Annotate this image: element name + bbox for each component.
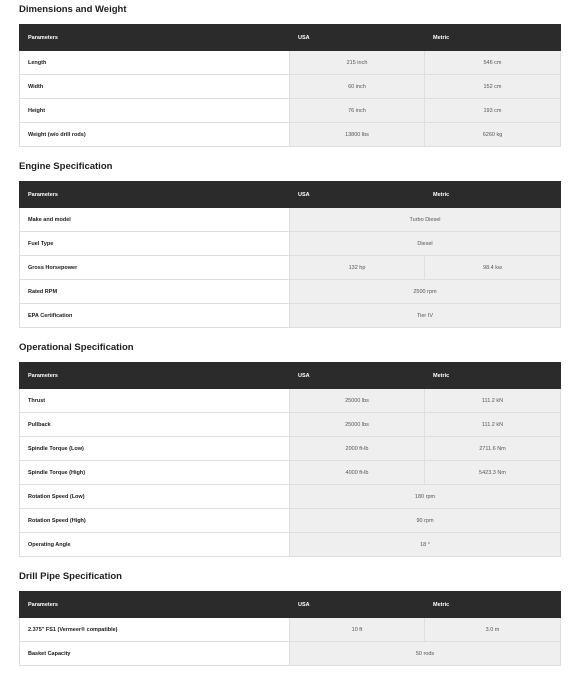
table-row [20, 232, 561, 256]
header-metric: Metric [425, 25, 561, 51]
section-title-drill-pipe: Drill Pipe Specification [19, 571, 122, 582]
metric-value: 5423.3 Nm [425, 461, 561, 485]
usa-value: 76 inch [290, 99, 425, 123]
row-label: Height [20, 99, 290, 123]
header-parameters: Parameters [20, 25, 290, 51]
table-row [20, 509, 561, 533]
table-row [20, 461, 561, 485]
table-row [20, 437, 561, 461]
row-label: Weight (w/o drill rods) [20, 123, 290, 147]
metric-value: 193 cm [425, 99, 561, 123]
metric-value: 98.4 kw [425, 256, 561, 280]
header-usa: USA [290, 182, 425, 208]
combined-value: 18 ° [290, 533, 561, 557]
section-title-operational: Operational Specification [19, 342, 134, 353]
row-label: Basket Capacity [20, 642, 290, 666]
row-label: Make and model [20, 208, 290, 232]
table-row [20, 208, 561, 232]
row-label: Gross Horsepower [20, 256, 290, 280]
table-row [20, 485, 561, 509]
table-row [20, 256, 561, 280]
section-title-engine: Engine Specification [19, 161, 113, 172]
table-header-row [20, 592, 561, 618]
engine-table [19, 181, 561, 328]
table-row [20, 99, 561, 123]
header-metric: Metric [425, 592, 561, 618]
header-metric: Metric [425, 363, 561, 389]
row-label: Operating Angle [20, 533, 290, 557]
row-label: Length [20, 51, 290, 75]
header-metric: Metric [425, 182, 561, 208]
combined-value: 180 rpm [290, 485, 561, 509]
metric-value: 152 cm [425, 75, 561, 99]
table-row [20, 389, 561, 413]
usa-value: 2000 ft-lb [290, 437, 425, 461]
header-usa: USA [290, 592, 425, 618]
combined-value: 50 rods [290, 642, 561, 666]
table-row [20, 413, 561, 437]
usa-value: 60 inch [290, 75, 425, 99]
table-header-row [20, 25, 561, 51]
usa-value: 10 ft [290, 618, 425, 642]
dimensions-table [19, 24, 561, 147]
metric-value: 6260 kg [425, 123, 561, 147]
metric-value: 3.0 m [425, 618, 561, 642]
metric-value: 111.2 kN [425, 413, 561, 437]
row-label: Rated RPM [20, 280, 290, 304]
row-label: 2.375" FS1 (Vermeer® compatible) [20, 618, 290, 642]
row-label: Pullback [20, 413, 290, 437]
usa-value: 25000 lbs [290, 413, 425, 437]
header-parameters: Parameters [20, 363, 290, 389]
section-title-dimensions: Dimensions and Weight [19, 4, 127, 15]
combined-value: 90 rpm [290, 509, 561, 533]
table-row [20, 280, 561, 304]
table-row [20, 618, 561, 642]
row-label: Thrust [20, 389, 290, 413]
row-label: Width [20, 75, 290, 99]
table-row [20, 304, 561, 328]
table-header-row [20, 182, 561, 208]
combined-value: 2500 rpm [290, 280, 561, 304]
header-usa: USA [290, 25, 425, 51]
drill-pipe-table [19, 591, 561, 666]
table-row [20, 123, 561, 147]
header-parameters: Parameters [20, 182, 290, 208]
usa-value: 13800 lbs [290, 123, 425, 147]
header-parameters: Parameters [20, 592, 290, 618]
metric-value: 111.2 kN [425, 389, 561, 413]
row-label: EPA Certification [20, 304, 290, 328]
table-row [20, 533, 561, 557]
table-row [20, 51, 561, 75]
usa-value: 4000 ft-lb [290, 461, 425, 485]
usa-value: 215 inch [290, 51, 425, 75]
table-row [20, 642, 561, 666]
header-usa: USA [290, 363, 425, 389]
usa-value: 132 hp [290, 256, 425, 280]
row-label: Spindle Torque (Low) [20, 437, 290, 461]
usa-value: 25000 lbs [290, 389, 425, 413]
row-label: Rotation Speed (Low) [20, 485, 290, 509]
table-row [20, 75, 561, 99]
operational-table [19, 362, 561, 557]
row-label: Fuel Type [20, 232, 290, 256]
row-label: Rotation Speed (High) [20, 509, 290, 533]
metric-value: 546 cm [425, 51, 561, 75]
combined-value: Tier IV [290, 304, 561, 328]
row-label: Spindle Torque (High) [20, 461, 290, 485]
metric-value: 2711.6 Nm [425, 437, 561, 461]
combined-value: Diesel [290, 232, 561, 256]
table-header-row [20, 363, 561, 389]
combined-value: Turbo Diesel [290, 208, 561, 232]
